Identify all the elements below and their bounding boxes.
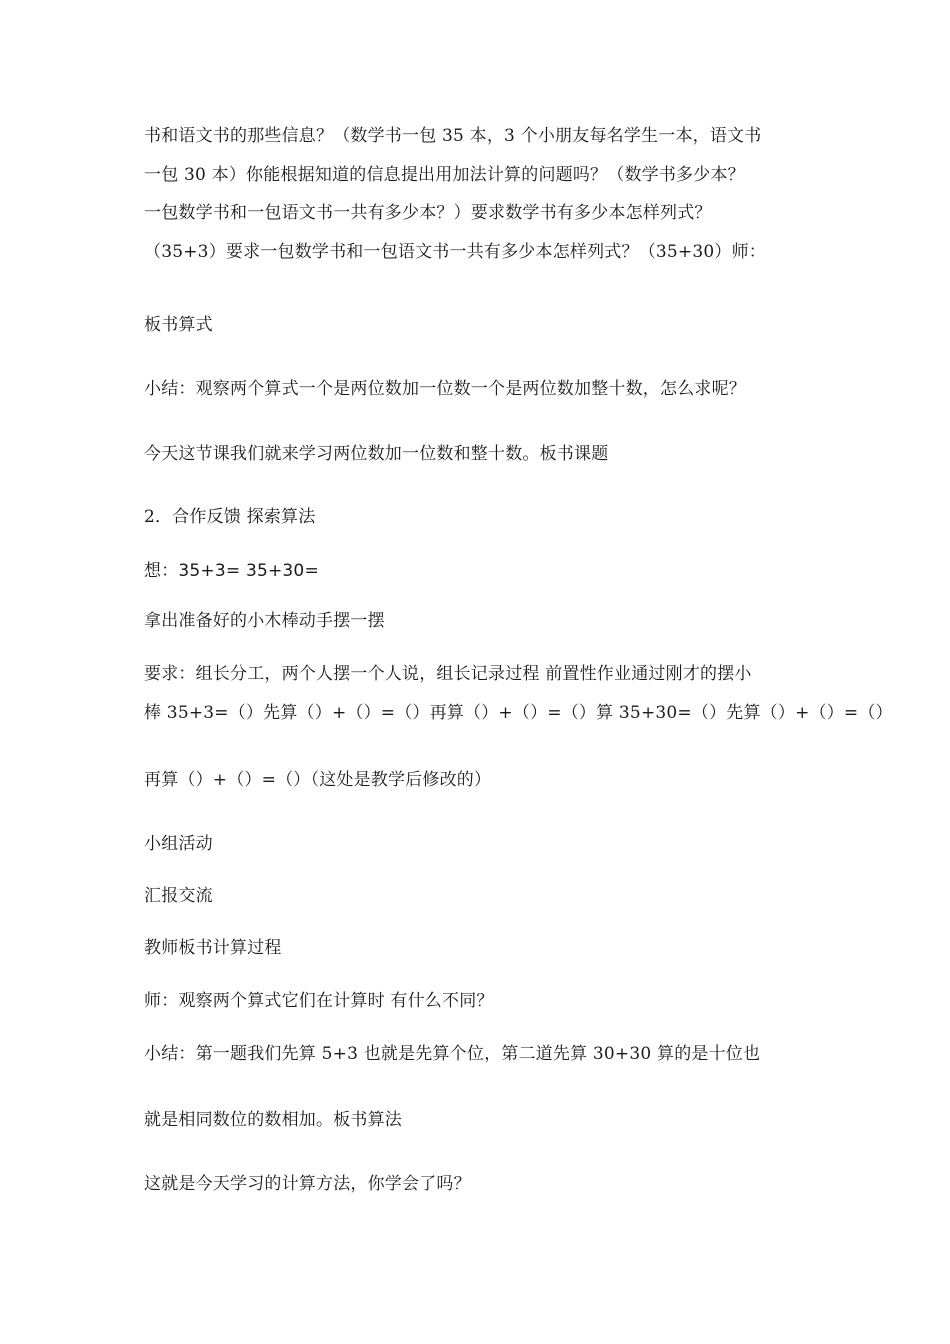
paragraph-line: 书和语文书的那些信息？（数学书一包 35 本，3 个小朋友每名学生一本，语文书: [144, 126, 762, 146]
section-heading: 2．合作反馈 探索算法: [144, 507, 316, 527]
instruction-line: 拿出准备好的小木棒动手摆一摆: [144, 611, 385, 631]
closing-line: 这就是今天学习的计算方法，你学会了吗？: [144, 1174, 471, 1194]
summary-line: 小结：观察两个算式一个是两位数加一位数一个是两位数加整十数，怎么求呢？: [144, 379, 746, 399]
summary-line: 小结：第一题我们先算 5+3 也就是先算个位，第二道先算 30+30 算的是十位也: [144, 1044, 761, 1064]
calc-line: 再算（）+（）=（）（这处是教学后修改的）: [144, 770, 492, 790]
requirement-line: 要求：组长分工，两个人摆一个人说，组长记录过程 前置性作业通过刚才的摆小: [144, 664, 752, 684]
teacher-question-line: 师：观察两个算式它们在计算时 有什么不同？: [144, 991, 494, 1011]
paragraph-line: 一包数学书和一包语文书一共有多少本？）要求数学书有多少本怎样列式？: [144, 203, 712, 223]
activity-line: 小组活动: [144, 834, 213, 854]
requirement-line: 棒 35+3=（）先算（）+（）=（）再算（）+（）=（）算 35+30=（）先算（）+（）=（）: [144, 703, 893, 723]
report-line: 汇报交流: [144, 886, 213, 906]
summary-line: 就是相同数位的数相加。板书算法: [144, 1110, 402, 1130]
topic-line: 今天这节课我们就来学习两位数加一位数和整十数。板书课题: [144, 444, 609, 464]
think-line: 想：35+3= 35+30=: [144, 561, 319, 581]
paragraph-line: （35+3）要求一包数学书和一包语文书一共有多少本怎样列式？（35+30）师：: [144, 242, 766, 262]
paragraph-line: 一包 30 本）你能根据知道的信息提出用加法计算的问题吗？（数学书多少本？: [144, 165, 745, 185]
board-formula-line: 板书算式: [144, 315, 213, 335]
teacher-board-line: 教师板书计算过程: [144, 938, 282, 958]
